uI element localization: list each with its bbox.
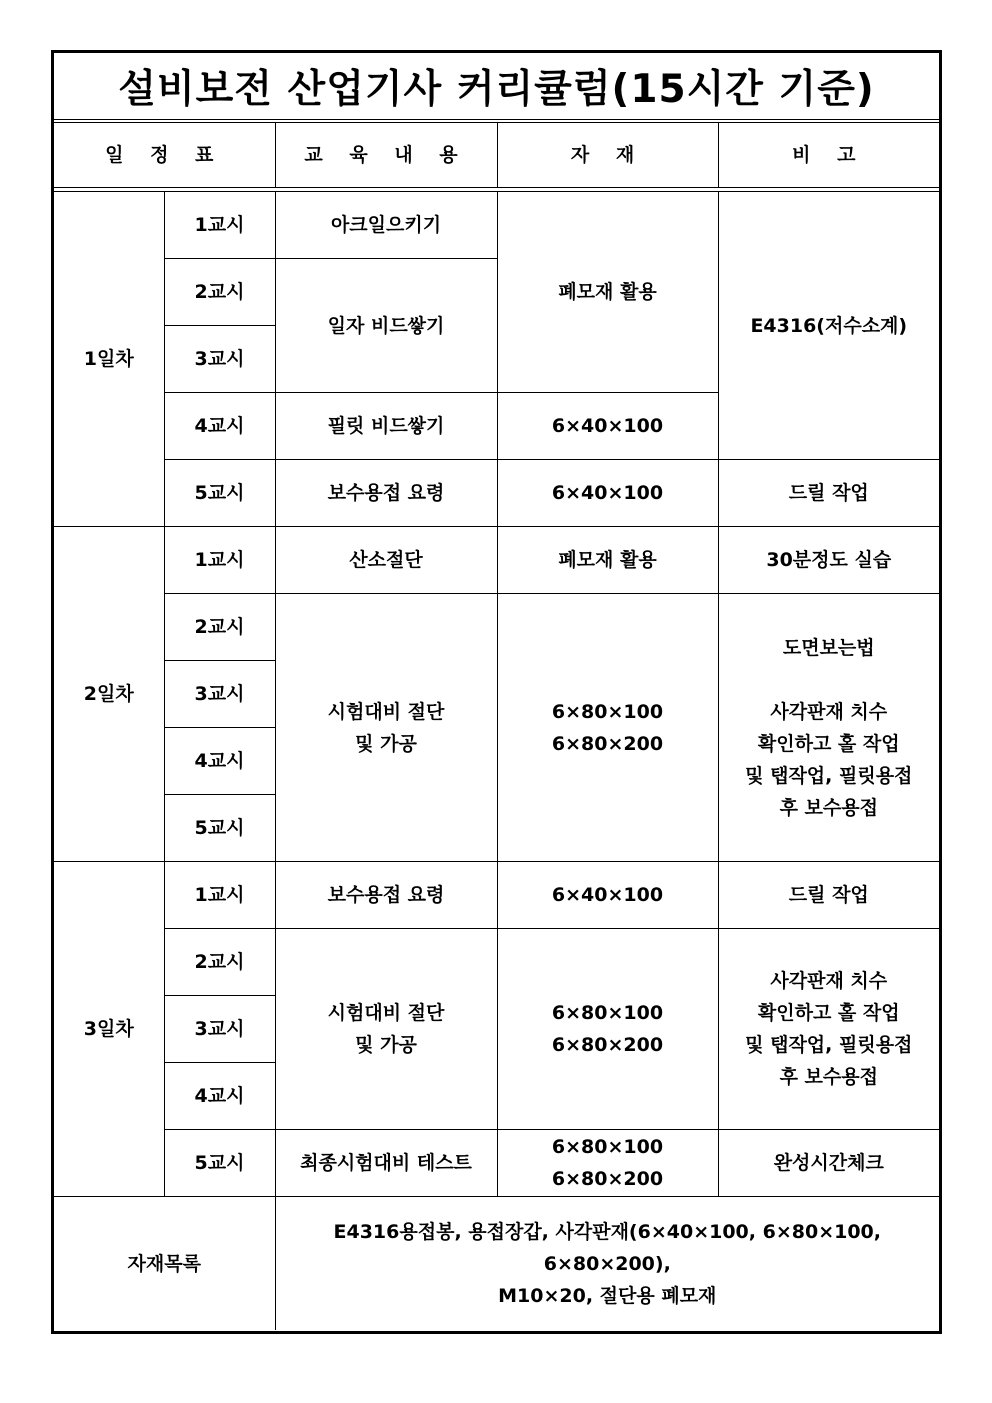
note-line: 및 탭작업, 필릿용접 <box>745 1034 913 1056</box>
period-cell: 5교시 <box>164 795 275 862</box>
period-cell: 2교시 <box>164 929 275 996</box>
content-line: 및 가공 <box>355 732 417 755</box>
material-list-line: E4316용접봉, 용접장갑, 사각판재(6×40×100, 6×80×100, 6×80×200), <box>333 1220 881 1275</box>
note-line: 및 탭작업, 필릿용접 <box>745 764 913 787</box>
table-row <box>54 460 939 527</box>
material-list-cell <box>275 1197 939 1331</box>
material-line: 6×80×100 <box>551 700 664 723</box>
content-line: 시험대비 절단 <box>327 700 445 723</box>
material-cell: 6×40×100 <box>497 460 718 527</box>
content-cell: 일자 비드쌓기 <box>275 259 497 393</box>
content-cell: 아크일으키기 <box>275 192 497 259</box>
material-line: 6×80×200 <box>551 1168 664 1190</box>
period-cell: 4교시 <box>164 728 275 795</box>
period-cell: 5교시 <box>164 1130 275 1197</box>
note-cell: E4316(저수소계) <box>718 192 939 460</box>
material-list-label: 자재목록 <box>54 1197 275 1331</box>
table-row <box>54 929 939 996</box>
period-cell: 4교시 <box>164 1063 275 1130</box>
material-cell: 6×40×100 <box>497 862 718 929</box>
note-line: 사각판재 치수 <box>770 970 888 992</box>
table-row <box>54 527 939 594</box>
content-cell: 필릿 비드쌓기 <box>275 393 497 460</box>
note-line: 후 보수용접 <box>779 796 878 819</box>
note-cell: 완성시간체크 <box>718 1130 939 1197</box>
curriculum-table <box>54 123 939 1330</box>
content-cell <box>275 929 497 1130</box>
material-line: 6×80×100 <box>551 1136 664 1158</box>
day-label: 2일차 <box>54 527 164 862</box>
material-line: 6×80×200 <box>551 1034 664 1056</box>
period-cell: 3교시 <box>164 996 275 1063</box>
table-row <box>54 862 939 929</box>
period-cell: 1교시 <box>164 862 275 929</box>
day-label: 1일차 <box>54 192 164 527</box>
content-cell: 산소절단 <box>275 527 497 594</box>
content-cell: 보수용접 요령 <box>275 862 497 929</box>
material-cell <box>497 1130 718 1197</box>
content-line: 시험대비 절단 <box>327 1002 445 1024</box>
content-line: 및 가공 <box>355 1034 417 1056</box>
note-line: 도면보는법 <box>782 636 875 659</box>
period-cell: 2교시 <box>164 594 275 661</box>
note-cell <box>718 594 939 862</box>
note-line: 후 보수용접 <box>779 1066 878 1088</box>
material-line: 6×80×200 <box>551 732 664 755</box>
material-cell: 폐모재 활용 <box>497 192 718 393</box>
material-line: 6×80×100 <box>551 1002 664 1024</box>
period-cell: 1교시 <box>164 527 275 594</box>
header-material: 자 재 <box>497 123 718 188</box>
note-line: 확인하고 홀 작업 <box>757 1002 900 1024</box>
note-cell: 드릴 작업 <box>718 862 939 929</box>
note-cell: 30분정도 실습 <box>718 527 939 594</box>
table-row <box>54 594 939 661</box>
period-cell: 1교시 <box>164 192 275 259</box>
period-cell: 3교시 <box>164 326 275 393</box>
content-cell: 최종시험대비 테스트 <box>275 1130 497 1197</box>
material-list-line: M10×20, 절단용 폐모재 <box>498 1284 717 1307</box>
header-schedule: 일 정 표 <box>54 123 275 188</box>
material-cell <box>497 594 718 862</box>
period-cell: 2교시 <box>164 259 275 326</box>
header-row <box>54 123 939 188</box>
material-list-row <box>54 1197 939 1331</box>
header-content: 교 육 내 용 <box>275 123 497 188</box>
document-title: 설비보전 산업기사 커리큘럼(15시간 기준) <box>118 67 875 112</box>
material-cell: 폐모재 활용 <box>497 527 718 594</box>
table-row <box>54 1130 939 1197</box>
table-row <box>54 192 939 259</box>
period-cell: 5교시 <box>164 460 275 527</box>
header-note: 비 고 <box>718 123 939 188</box>
content-cell: 보수용접 요령 <box>275 460 497 527</box>
curriculum-sheet <box>51 50 942 1334</box>
content-cell <box>275 594 497 862</box>
note-line: 확인하고 홀 작업 <box>757 732 900 755</box>
note-line: 사각판재 치수 <box>770 700 888 723</box>
day-label: 3일차 <box>54 862 164 1197</box>
period-cell: 4교시 <box>164 393 275 460</box>
period-cell: 3교시 <box>164 661 275 728</box>
note-cell: 드릴 작업 <box>718 460 939 527</box>
material-cell <box>497 929 718 1130</box>
note-cell <box>718 929 939 1130</box>
material-cell: 6×40×100 <box>497 393 718 460</box>
